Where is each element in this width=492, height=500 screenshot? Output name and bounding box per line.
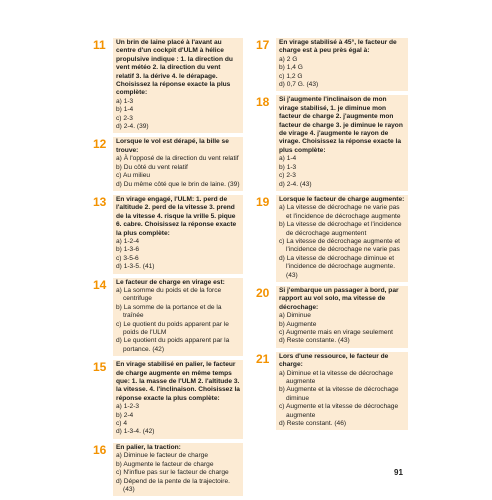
question-stem: Le facteur de charge en virage est: xyxy=(116,278,225,286)
answer-option: c) Augmente mais en virage seulement xyxy=(279,329,393,336)
answer-option: a) 2 G xyxy=(279,55,298,63)
answer-option: c) 1,2 G xyxy=(279,72,303,80)
answer-option: a) À l'opposé de la direction du vent relatif xyxy=(116,155,239,163)
answer-option: b) Augmente xyxy=(279,320,317,328)
question-stem: En virage engagé, l'ULM: 1. perd de l'altitude 2. perd de la vitesse 3. prend de la vitesse 4. risque la vrille 5. pique 6. cabre. Choisissez la réponse exacte la plus complète: xyxy=(116,195,237,237)
question-stem: Si j'embarque un passager à bord, par rapport au vol solo, ma vitesse de décrochage: xyxy=(279,286,399,311)
question-stem: En virage stabilisé à 45°, le facteur de charge est à peu près égal à: xyxy=(279,39,397,55)
answer-option: d) 1-3-4. (42) xyxy=(116,428,155,436)
answer-option: a) Diminue le facteur de charge xyxy=(116,452,208,460)
answer-option: d) Reste constant. (46) xyxy=(279,420,347,428)
answer-option: b) Augmente et la vitesse de décrochage diminue xyxy=(279,386,399,402)
answer-option: c) Le quotient du poids apparent par le poids de l'ULM xyxy=(116,320,229,336)
question-stem: En palier, la traction: xyxy=(116,443,181,451)
question-stem: Si j'augmente l'inclinaison de mon virage stabilisé, 1. je diminue mon facteur de charge 2. j'augmente mon facteur de charge 3. je diminue le rayon de virage 4. j'augmente le rayon de virage. Choisissez la réponse exacte la plus complète: xyxy=(279,96,403,154)
question-number: 11 xyxy=(93,38,106,52)
answer-option: c) Augmente et la vitesse de décrochage augmente xyxy=(279,403,399,419)
question-body xyxy=(276,352,408,431)
question-block xyxy=(256,95,408,190)
answer-option: a) La vitesse de décrochage ne varie pas et l'incidence de décrochage augmente xyxy=(279,204,401,220)
question-number: 13 xyxy=(93,194,107,209)
answer-option: a) La somme du poids et de la force centrifuge xyxy=(116,286,222,303)
question-number: 19 xyxy=(256,194,270,209)
question-stem: En virage stabilisé en palier, le facteur de charge augmente en même temps que: 1. la masse de l'ULM 2. l'altitude 3. la vitesse. 4. l'inclinaison. Choisissez la réponse exacte la plus complète: xyxy=(116,361,240,402)
answer-option: b) 1,4 G xyxy=(279,64,303,72)
question-body xyxy=(113,360,243,439)
answer-option: d) 1-3-5. (41) xyxy=(116,263,155,271)
question-block xyxy=(93,278,243,357)
answer-option: a) 1-4 xyxy=(279,155,297,163)
question-number: 16 xyxy=(93,442,107,457)
question-block xyxy=(93,195,243,274)
question-number: 12 xyxy=(93,137,107,152)
answer-option: d) Dépend de la pente de la trajectoire. (43) xyxy=(116,477,230,493)
answer-option: b) La vitesse de décrochage et l'incidence de décrochage augmentent xyxy=(279,221,402,237)
question-body xyxy=(113,137,243,190)
answer-option: a) 1-2-4 xyxy=(116,237,140,245)
answer-option: c) 3-5-6 xyxy=(116,254,139,262)
question-number: 20 xyxy=(256,285,270,300)
answer-option: d) 2-4. (43) xyxy=(279,180,312,188)
answer-option: d) La vitesse de décrochage diminue et l'incidence de décrochage augmente. (43) xyxy=(279,254,396,279)
question-body xyxy=(113,195,243,274)
question-number: 18 xyxy=(256,95,270,110)
answer-option: a) Diminue et la vitesse de décrochage augmente xyxy=(279,369,393,386)
question-number: 14 xyxy=(93,277,107,292)
answer-option: b) Augmente le facteur de charge xyxy=(116,460,214,468)
question-block xyxy=(93,443,243,496)
question-body xyxy=(276,95,408,190)
question-body xyxy=(276,195,408,282)
answer-option: b) La somme de la portance et de la traînée xyxy=(116,303,222,320)
question-block xyxy=(256,195,408,282)
question-block xyxy=(93,360,243,439)
answer-option: a) 1-2-3 xyxy=(116,403,140,411)
answer-option: d) 0,7 G. (43) xyxy=(279,81,319,89)
question-block xyxy=(93,137,243,190)
question-number: 15 xyxy=(93,360,107,375)
question-body xyxy=(113,278,243,357)
answer-option: d) 2-4. (39) xyxy=(116,123,149,131)
answer-option: d) Du même côté que le brin de laine. (39) xyxy=(116,180,240,188)
answer-option: b) Du côté du vent relatif xyxy=(116,163,188,171)
answer-option: a) Diminue xyxy=(279,312,311,320)
answer-option: b) 1-3 xyxy=(279,163,297,171)
answer-option: c) Au milieu xyxy=(116,172,151,180)
question-stem: Lorsque le vol est dérapé, la bille se trouve: xyxy=(116,138,229,154)
question-number: 17 xyxy=(256,38,270,52)
answer-option: d) Le quotient du poids apparent par la portance. (42) xyxy=(116,337,230,353)
question-body xyxy=(113,443,243,496)
question-body xyxy=(276,38,408,91)
question-number: 21 xyxy=(256,351,270,366)
answer-option: a) 1-3 xyxy=(116,97,134,105)
answer-option: c) N'influe pas sur le facteur de charge xyxy=(116,469,229,477)
answer-option: d) Reste constante. (43) xyxy=(279,337,350,345)
answer-option: b) 2-4 xyxy=(116,411,134,419)
answer-option: b) 1-3-6 xyxy=(116,246,140,254)
answer-option: c) 4 xyxy=(116,420,127,428)
question-body xyxy=(276,286,408,348)
left-column xyxy=(93,38,243,500)
question-block xyxy=(256,38,408,91)
question-body xyxy=(113,38,243,133)
question-stem: Lors d'une ressource, le facteur de charge: xyxy=(279,352,389,369)
answer-option: b) 1-4 xyxy=(116,106,134,114)
answer-option: c) 2-3 xyxy=(279,172,296,180)
right-column xyxy=(256,38,408,434)
answer-option: c) La vitesse de décrochage augmente et l'incidence de décrochage ne varie pas xyxy=(279,237,400,254)
question-block xyxy=(256,286,408,348)
question-stem: Lorsque le facteur de charge augmente: xyxy=(279,195,405,203)
answer-option: c) 2-3 xyxy=(116,114,133,122)
question-block xyxy=(93,38,243,133)
page-number: 91 xyxy=(394,468,403,477)
question-stem: Un brin de laine placé à l'avant au centre d'un cockpit d'ULM à hélice propulsive indique : 1. la direction du vent météo 2. la direction du vent relatif 3. la dérive 4. le dérapage. Choisissez la réponse exacte la plus complète: xyxy=(116,39,233,97)
question-block xyxy=(256,352,408,431)
